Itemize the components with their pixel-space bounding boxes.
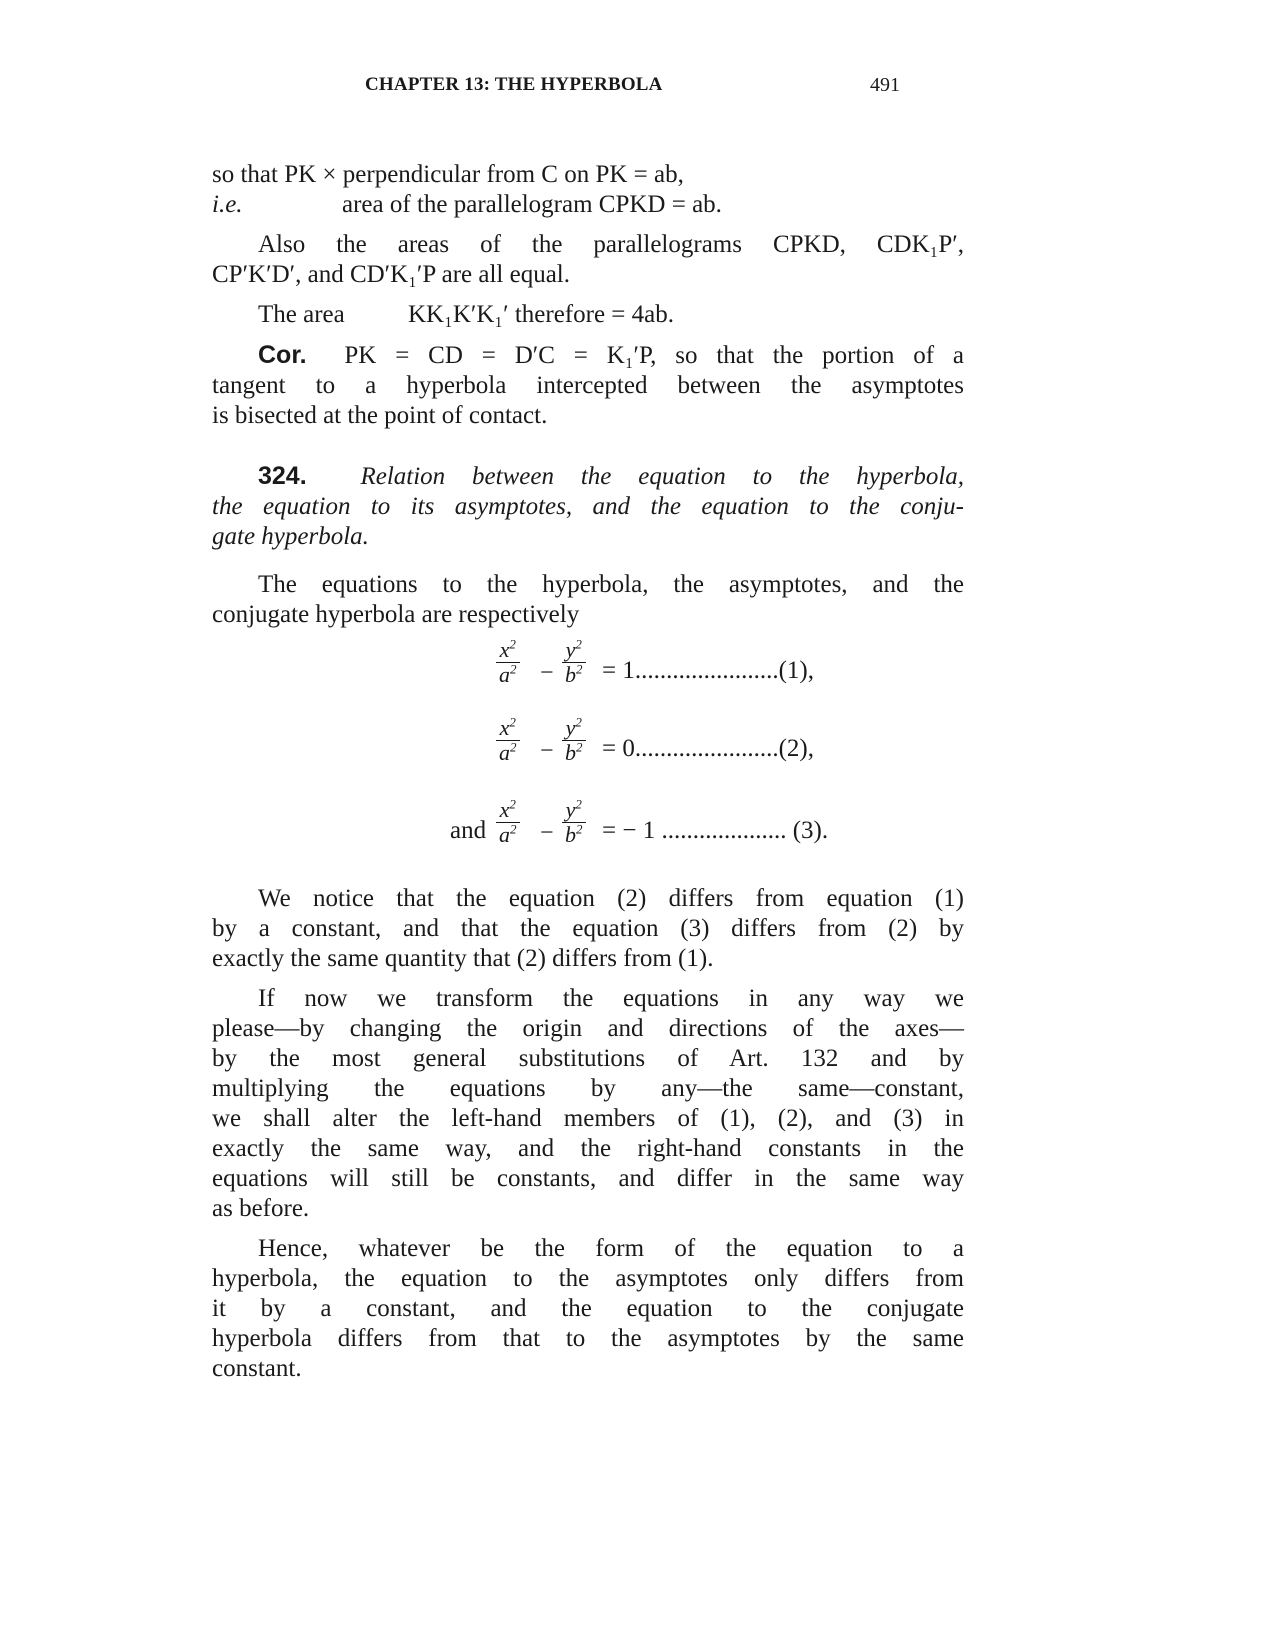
article-title-line: gate hyperbola. (212, 523, 369, 550)
fraction-x2-a2: $\frac{x^2}{a^2}$ (496, 638, 520, 687)
text-line: If now we transform the equations in any way we (258, 985, 964, 1012)
text-span: KK₁K′K₁′ therefore = 4ab. (408, 301, 674, 328)
text-line: We notice that the equation (2) differs from equation (1) (258, 885, 964, 912)
equation-3: and $\frac{x^2}{a^2}$ − $\frac{y^2}{b^2}$ = − 1 .................... (3). (450, 796, 829, 847)
text-line: it by a constant, and the equation to the conjugate (212, 1295, 964, 1322)
text-line: as before. (212, 1195, 310, 1222)
page-body (212, 160, 964, 1384)
text-line: please—by changing the origin and directions of the axes— (212, 1015, 964, 1042)
text-line (212, 190, 964, 220)
text-line: multiplying the equations by any—the same—constant, (212, 1075, 964, 1102)
text-span: The area (258, 301, 345, 328)
text-line: equations will still be constants, and differ in the same way (212, 1165, 964, 1192)
corollary-label: Cor. (258, 341, 307, 369)
text-line: by a constant, and that the equation (3) differs from (2) by (212, 915, 964, 942)
text-span: PK = CD = D′C = K₁′P, so that the portion of a (344, 342, 965, 369)
equation-block (212, 634, 964, 884)
ie-abbrev: i.e. (212, 191, 243, 218)
page-number: 491 (870, 74, 900, 96)
text-line: hyperbola differs from that to the asymptotes by the same (212, 1325, 964, 1352)
text-line: so that PK × perpendicular from C on PK = ab, (212, 161, 684, 188)
text-line: Also the areas of the parallelograms CPKD, CDK₁P′, (258, 231, 964, 258)
fraction-y2-b2: $\frac{y^2}{b^2}$ (562, 798, 586, 847)
article-title: Relation between the equation to the hyperbola, (360, 463, 965, 490)
text-line (212, 300, 964, 330)
fraction-x2-a2: $\frac{x^2}{a^2}$ (496, 798, 520, 847)
text-span: area of the parallelogram CPKD = ab. (342, 191, 722, 218)
text-line: is bisected at the point of contact. (212, 402, 548, 429)
equation-1: $\frac{x^2}{a^2}$ − $\frac{y^2}{b^2}$ = 1.......................(1), (212, 634, 964, 704)
text-line: constant. (212, 1355, 302, 1382)
text-line: we shall alter the left-hand members of (1), (2), and (3) in (212, 1105, 964, 1132)
text-line: The equations to the hyperbola, the asymptotes, and the (258, 571, 964, 598)
text-line: Hence, whatever be the form of the equation to a (258, 1235, 964, 1262)
equation-rhs: = 0.......................(2), (602, 735, 814, 762)
article-number: 324. (258, 462, 307, 490)
text-line: CP′K′D′, and CD′K₁′P are all equal. (212, 261, 570, 288)
text-line: exactly the same quantity that (2) differs from (1). (212, 945, 714, 972)
fraction-y2-b2: $\frac{y^2}{b^2}$ (562, 638, 586, 687)
equation-rhs: = − 1 .................... (3). (602, 817, 829, 844)
text-line: conjugate hyperbola are respectively (212, 601, 580, 628)
equation-connector: and (450, 817, 487, 844)
fraction-x2-a2: $\frac{x^2}{a^2}$ (496, 716, 520, 765)
text-line: by the most general substitutions of Art. 132 and by (212, 1045, 964, 1072)
article-heading (212, 461, 964, 492)
article-title-line: the equation to its asymptotes, and the equation to the conju- (212, 493, 964, 520)
text-line: hyperbola, the equation to the asymptotes only differs from (212, 1265, 964, 1292)
corollary-line (212, 340, 964, 371)
equation-rhs: = 1.......................(1), (602, 657, 814, 684)
chapter-title: CHAPTER 13: THE HYPERBOLA (365, 74, 663, 95)
fraction-y2-b2: $\frac{y^2}{b^2}$ (562, 716, 586, 765)
equation-2: $\frac{x^2}{a^2}$ − $\frac{y^2}{b^2}$ = 0.......................(2), (212, 712, 964, 782)
text-line: tangent to a hyperbola intercepted between the asymptotes (212, 372, 964, 399)
text-line: exactly the same way, and the right-hand constants in the (212, 1135, 964, 1162)
